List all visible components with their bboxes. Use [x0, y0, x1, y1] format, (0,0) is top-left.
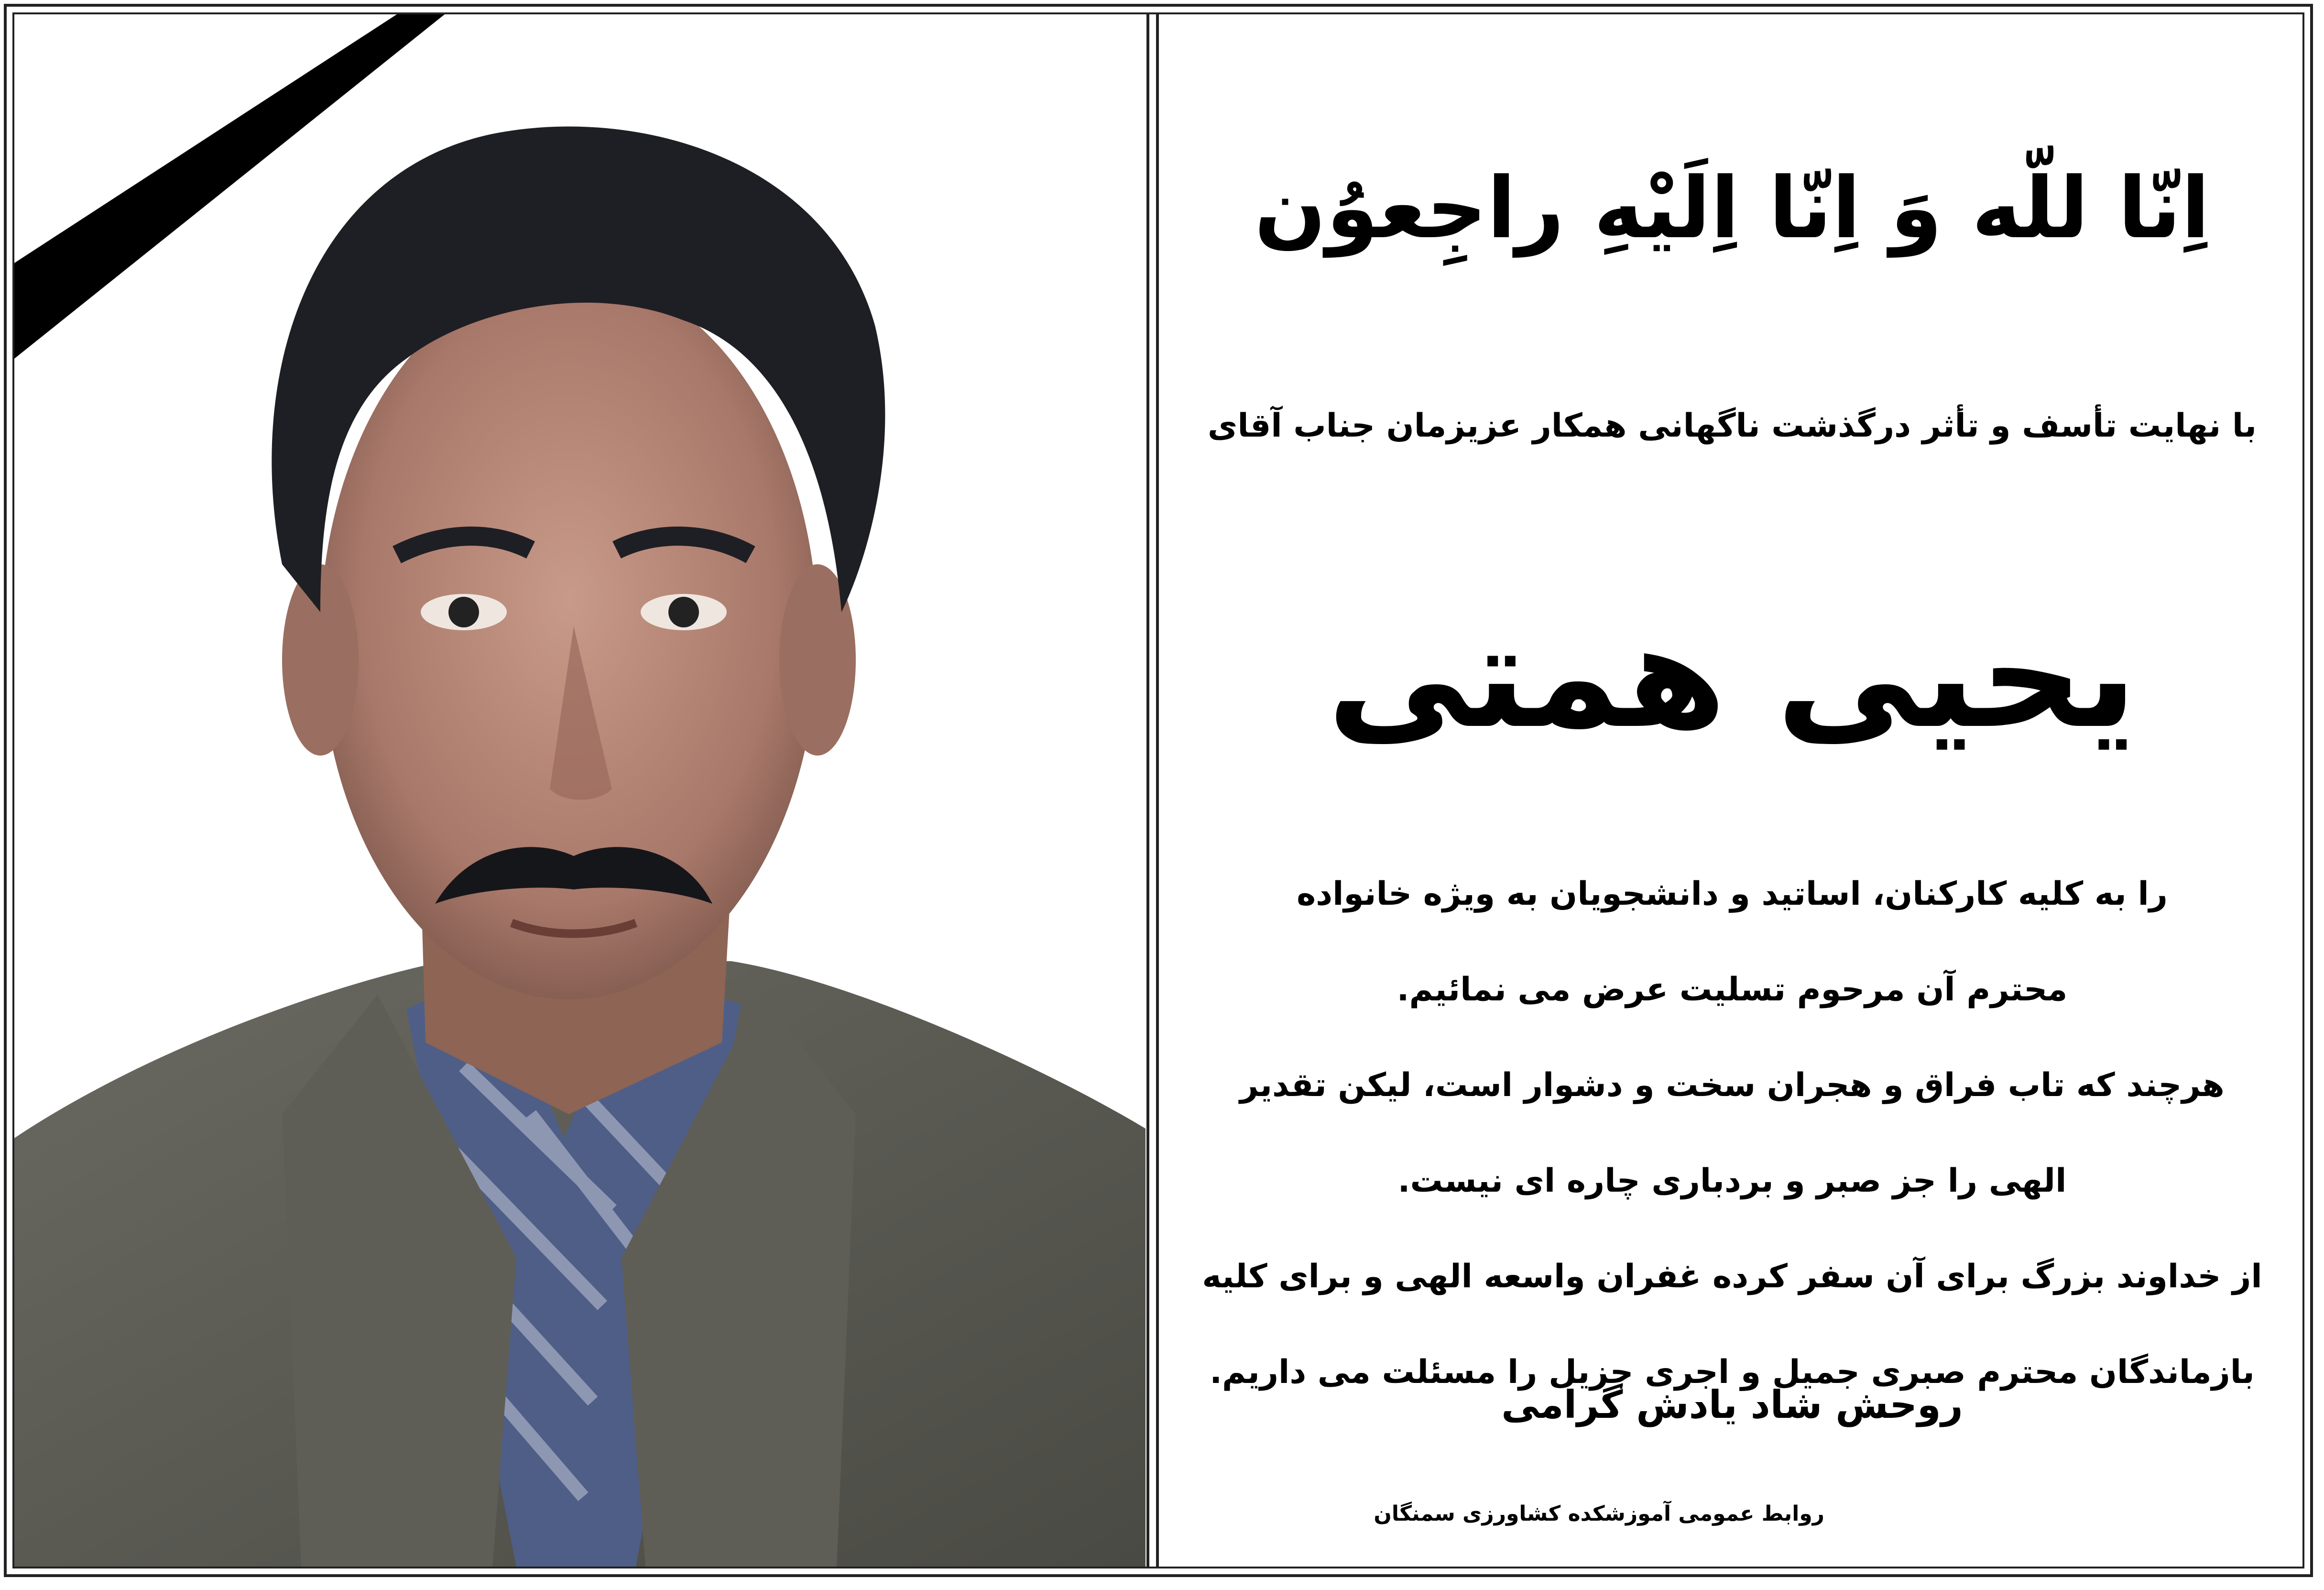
signature: روابط عمومی آموزشکده کشاورزی سمنگان [1374, 1502, 1824, 1526]
obituary-text-panel [1162, 14, 2302, 1567]
frame-divider-right [1156, 12, 1159, 1568]
body-line: بازماندگان محترم صبری جمیل و اجری جزیل را مسئلت می داریم. [1210, 1353, 2255, 1391]
body-line: الهی را جز صبر و بردباری چاره ای نیست. [1397, 1162, 2067, 1200]
quran-verse-heading: اِنّا للّه وَ اِنّا اِلَیْهِ راجِعوُن [1254, 159, 2210, 257]
frame-divider-left [1146, 12, 1149, 1568]
closing-line: روحش شاد یادش گرامی [1501, 1382, 1963, 1427]
portrait-photo [14, 14, 1146, 1567]
condolence-body [1171, 846, 2293, 1420]
body-line: محترم آن مرحوم تسلیت عرض می نمائیم. [1397, 971, 2068, 1009]
body-line: را به کلیه کارکنان، اساتید و دانشجویان به ویژه خانواده [1297, 875, 2168, 913]
body-line: هرچند که تاب فراق و هجران سخت و دشوار است، لیکن تقدیر [1240, 1066, 2225, 1104]
deceased-name: یحیی همتی [1327, 593, 2138, 760]
body-line: از خداوند بزرگ برای آن سفر کرده غفران واسعه الهی و برای کلیه [1202, 1258, 2262, 1295]
intro-line: با نهایت تأسف و تأثر درگذشت ناگهانی همکار عزیزمان جناب آقای [1208, 407, 2257, 445]
